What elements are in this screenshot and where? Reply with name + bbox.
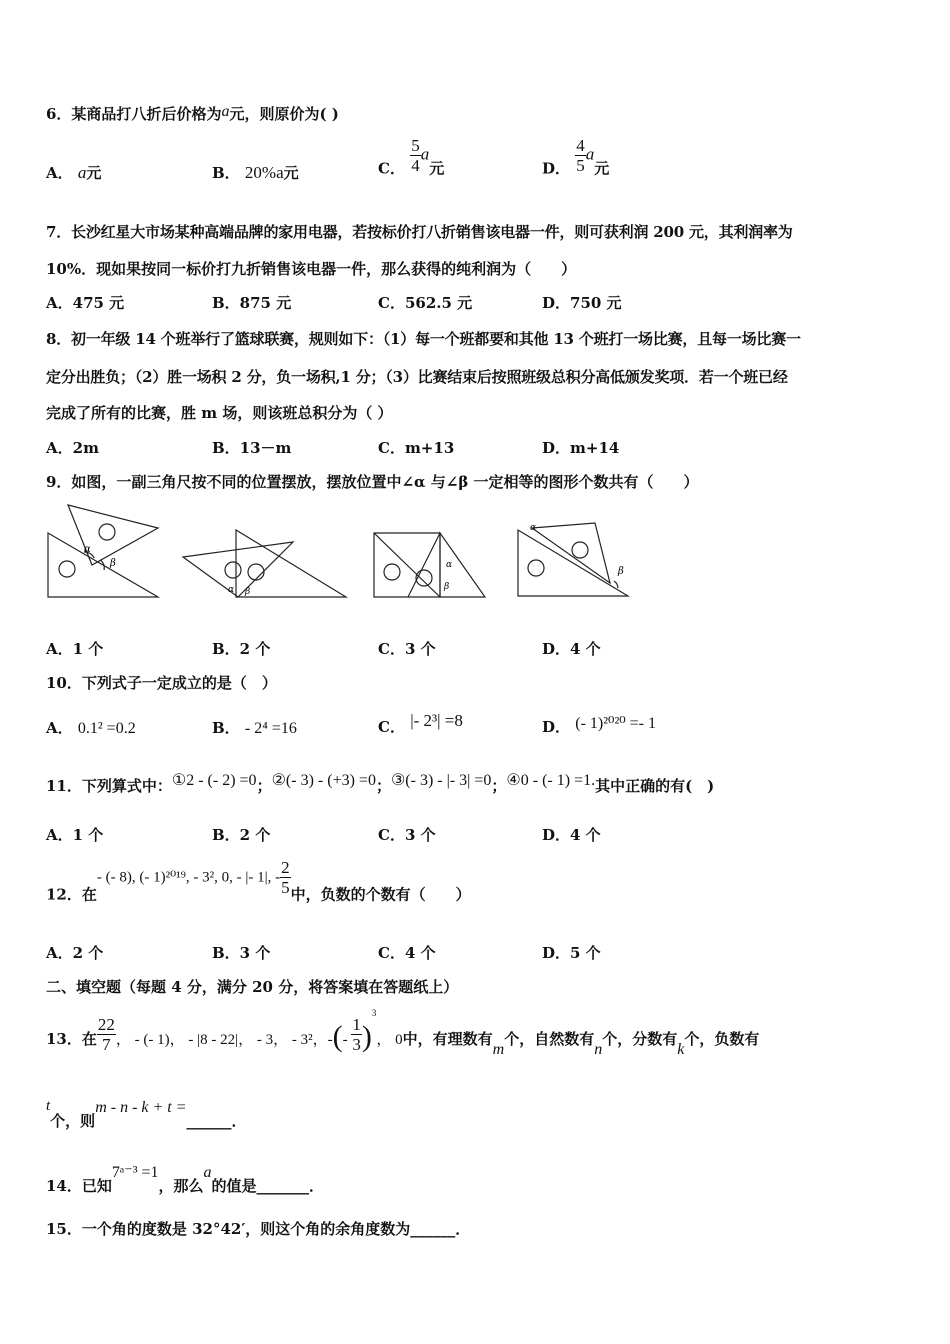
set-square-hole xyxy=(225,562,241,578)
q13-answer-blank[interactable]: ______． xyxy=(186,1112,247,1130)
q7-option-d: D．750 元 xyxy=(542,294,622,312)
set-square-45 xyxy=(48,533,158,597)
section-heading-fill-in: 二、填空题（每题 4 分，满分 20 分，将答案填在答题纸上） xyxy=(46,978,459,996)
q9-option-c: C．3 个 xyxy=(378,640,436,658)
set-square-30 xyxy=(68,505,158,565)
q15-stem: 15．一个角的度数是 32°42′，则这个角的余角度数为______． xyxy=(46,1220,471,1238)
q6-stem: 6．某商品打八折后价格为a元，则原价为( ) xyxy=(46,103,339,123)
q7-option-a: A．475 元 xyxy=(46,294,125,312)
alpha-label: α xyxy=(84,544,91,555)
set-square-hole xyxy=(248,564,264,580)
q8-option-a: A．2m xyxy=(46,439,99,457)
beta-label: β xyxy=(444,582,450,592)
q8-option-d: D．m+14 xyxy=(542,439,620,457)
q10-stem: 10．下列式子一定成立的是（ ） xyxy=(46,674,277,692)
q12-option-c: C．4 个 xyxy=(378,944,436,962)
q9-figure-4 xyxy=(510,518,635,602)
q7-option-b: B．875 元 xyxy=(212,294,292,312)
q11-option-d: D．4 个 xyxy=(542,826,601,844)
set-square-45 xyxy=(236,530,346,597)
set-square-hole xyxy=(416,570,432,586)
alpha-label: α xyxy=(530,523,537,533)
q12-fraction: $\frac{2}{5}$ xyxy=(281,858,290,897)
set-square-45 xyxy=(518,530,628,596)
q10-option-c: C． |- 2³| =8 xyxy=(378,711,463,736)
q10-option-b: B． - 2⁴ =16 xyxy=(212,719,297,737)
q9-option-d: D．4 个 xyxy=(542,640,601,658)
set-square-hole xyxy=(384,564,400,580)
q12-stem: 12．在- (- 8), (- 1)²⁰¹⁹, - 3², 0, - |- 1|, - $\frac{2}{5}$ 中，负数的个数有（ ） xyxy=(46,858,471,904)
set-square-hole xyxy=(99,524,115,540)
q13-stem-cont: t个，则m - n - k + t =______． xyxy=(46,1098,247,1130)
q8-line3: 完成了所有的比赛，胜 m 场，则该班总积分为（ ） xyxy=(46,404,393,422)
q11-option-a: A．1 个 xyxy=(46,826,104,844)
q11-option-b: B．2 个 xyxy=(212,826,271,844)
q10-option-d: D． (- 1)²⁰²⁰ =- 1 xyxy=(542,715,657,736)
set-square-hole xyxy=(572,542,588,558)
set-square-30 xyxy=(183,542,293,597)
q6-d-fraction: $\frac{4}{5}$ xyxy=(576,136,585,175)
q9-figure-3 xyxy=(368,525,488,602)
q10-option-a: A． 0.1² =0.2 xyxy=(46,719,136,737)
set-square-30 xyxy=(532,523,610,583)
q9-option-a: A．1 个 xyxy=(46,640,104,658)
set-square-hole xyxy=(59,561,75,577)
q8-option-c: C．m+13 xyxy=(378,439,455,457)
beta-label: β xyxy=(110,558,116,569)
q9-stem: 9．如图，一副三角尺按不同的位置摆放，摆放位置中∠α 与∠β 一定相等的图形个数共有（ ） xyxy=(46,473,699,491)
q12-option-a: A．2 个 xyxy=(46,944,104,962)
q13-stem: 13．在 $\frac{22}{7}$ ， - (- 1)， - |8 - 22|， - 3， - 3²，-(- $\frac{1}{3}$ )$^3$， 0中，有理数有m个，自然数有n个，分数有k个，负数有 xyxy=(46,1008,760,1058)
q12-option-b: B．3 个 xyxy=(212,944,271,962)
q6-option-b: B． 20%a元 xyxy=(212,163,299,182)
q7-line2: 10%．现如果按同一标价打九折销售该电器一件，那么获得的纯利润为（ ） xyxy=(46,260,577,278)
q13-fraction-1-3: $\frac{1}{3}$ xyxy=(352,1014,361,1054)
beta-label: β xyxy=(618,566,624,577)
alpha-label: α xyxy=(446,560,453,570)
q11-stem: 11．下列算式中：①2 - (- 2) =0；②(- 3) - (+3) =0；③(- 3) - |- 3| =0；④0 - (- 1) =1.其中正确的有( ) xyxy=(46,772,715,795)
q6-option-a: A． a元 xyxy=(46,163,102,182)
q6-option-d: D． $\frac{4}{5}$ a元 xyxy=(542,136,610,178)
q7-line1: 7．长沙红星大市场某种高端品牌的家用电器，若按标价打八折销售该电器一件，则可获利润 200 元，其利润率为 xyxy=(46,223,793,241)
q6-option-c: C． $\frac{5}{4}$ a元 xyxy=(378,136,445,178)
q7-option-c: C．562.5 元 xyxy=(378,294,473,312)
beta-label: β xyxy=(245,587,251,597)
q9-option-b: B．2 个 xyxy=(212,640,271,658)
q9-figure-2 xyxy=(178,522,353,602)
q6-c-fraction: $\frac{5}{4}$ xyxy=(411,136,420,175)
q13-fraction-22-7: $\frac{22}{7}$ xyxy=(97,1014,115,1054)
q9-figure-1 xyxy=(40,500,170,602)
q14-stem: 14．已知7ᵃ⁻³ =1，那么a的值是_______． xyxy=(46,1164,325,1195)
q12-option-d: D．5 个 xyxy=(542,944,601,962)
set-square-hole xyxy=(528,560,544,576)
q8-line1: 8．初一年级 14 个班举行了篮球联赛，规则如下：（1）每一个班都要和其他 13 个班打一场比赛，且每一场比赛一 xyxy=(46,330,801,348)
alpha-label: α xyxy=(228,585,235,595)
q8-line2: 定分出胜负；（2）胜一场积 2 分，负一场积,1 分；（3）比赛结束后按照班级总积分高低颁发奖项．若一个班已经 xyxy=(46,368,788,386)
q11-option-c: C．3 个 xyxy=(378,826,436,844)
q8-option-b: B．13－m xyxy=(212,439,292,457)
